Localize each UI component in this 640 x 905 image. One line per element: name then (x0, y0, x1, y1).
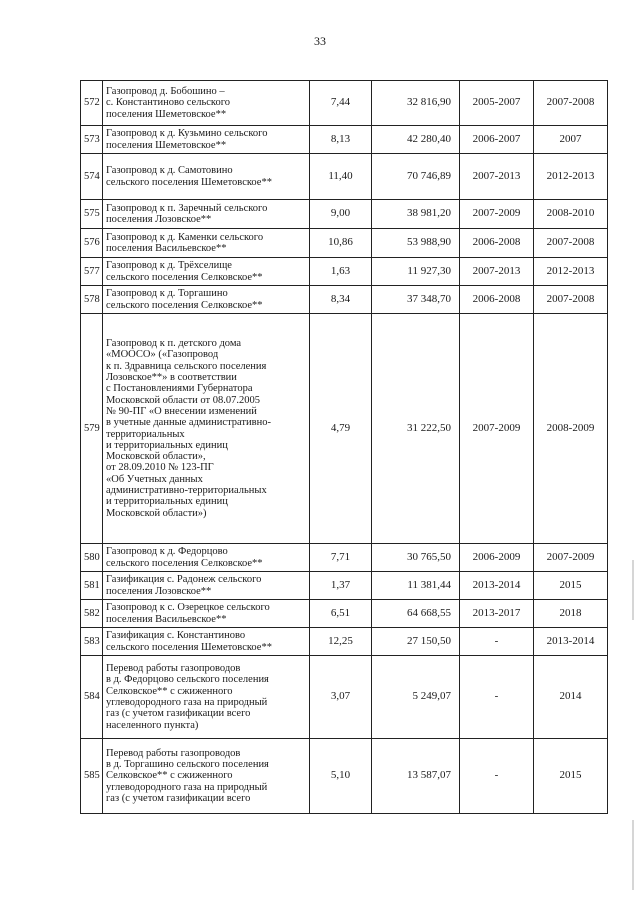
period-design-cell: 2007-2009 (460, 314, 534, 544)
period-design-cell: 2006-2008 (460, 229, 534, 258)
table-row (81, 656, 608, 739)
period-build-cell: 2008-2010 (534, 200, 608, 229)
period-build-cell: 2007-2009 (534, 544, 608, 572)
period-design-cell: 2007-2013 (460, 154, 534, 200)
row-number-cell: 576 (81, 229, 103, 258)
period-build-cell: 2014 (534, 656, 608, 739)
object-name-cell: Газопровод д. Бобошино – с. Константиново сельского поселения Шеметовское** (103, 81, 310, 126)
length-km-cell: 7,71 (310, 544, 372, 572)
table-row (81, 200, 608, 229)
period-build-cell: 2007-2008 (534, 229, 608, 258)
length-km-cell: 4,79 (310, 314, 372, 544)
length-km-cell: 9,00 (310, 200, 372, 229)
page-number: 33 (314, 34, 326, 48)
length-km-cell: 5,10 (310, 739, 372, 814)
period-build-cell: 2012-2013 (534, 258, 608, 286)
table-row (81, 628, 608, 656)
table-row (81, 314, 608, 544)
cost-value-cell: 32 816,90 (372, 81, 460, 126)
table-row (81, 258, 608, 286)
period-design-cell: - (460, 739, 534, 814)
object-name-cell: Газопровод к д. Федорцово сельского поселения Селковское** (103, 544, 310, 572)
row-number-cell: 580 (81, 544, 103, 572)
row-number-cell: 573 (81, 126, 103, 154)
row-number-cell: 572 (81, 81, 103, 126)
cost-value-cell: 53 988,90 (372, 229, 460, 258)
period-build-cell: 2007-2008 (534, 286, 608, 314)
object-name-cell: Газопровод к д. Кузьмино сельского поселения Шеметовское** (103, 126, 310, 154)
table-row (81, 572, 608, 600)
period-build-cell: 2007-2008 (534, 81, 608, 126)
row-number-cell: 585 (81, 739, 103, 814)
object-name-cell: Перевод работы газопроводов в д. Торгашино сельского поселения Селковское** с сжиженного углеводородного газа на природный газ (с учетом газификации всего (103, 739, 310, 814)
period-build-cell: 2015 (534, 572, 608, 600)
table-row (81, 81, 608, 126)
cost-value-cell: 11 927,30 (372, 258, 460, 286)
cost-value-cell: 31 222,50 (372, 314, 460, 544)
length-km-cell: 8,34 (310, 286, 372, 314)
length-km-cell: 1,63 (310, 258, 372, 286)
period-design-cell: 2007-2009 (460, 200, 534, 229)
scan-edge-mark (632, 560, 634, 620)
cost-value-cell: 30 765,50 (372, 544, 460, 572)
cost-value-cell: 11 381,44 (372, 572, 460, 600)
length-km-cell: 7,44 (310, 81, 372, 126)
row-number-cell: 574 (81, 154, 103, 200)
length-km-cell: 8,13 (310, 126, 372, 154)
row-number-cell: 581 (81, 572, 103, 600)
period-design-cell: 2005-2007 (460, 81, 534, 126)
length-km-cell: 12,25 (310, 628, 372, 656)
object-name-cell: Газопровод к п. детского дома «МООСО» («Газопровод к п. Здравница сельского поселения Лозовское**» в соответствии с Постановлениями Губернатора Московской области от 08.07.2005 № 90-ПГ «О внесении изменений в учетные данные административно- территориальных и территориальных единиц Московской области», от 28.09.2010 № 123-ПГ «Об Учетных данных административно-территориальных и территориальных единиц Московской области») (103, 314, 310, 544)
table-row (81, 600, 608, 628)
row-number-cell: 584 (81, 656, 103, 739)
cost-value-cell: 42 280,40 (372, 126, 460, 154)
object-name-cell: Газификация с. Константиново сельского поселения Шеметовское** (103, 628, 310, 656)
object-name-cell: Газификация с. Радонеж сельского поселения Лозовское** (103, 572, 310, 600)
length-km-cell: 6,51 (310, 600, 372, 628)
cost-value-cell: 13 587,07 (372, 739, 460, 814)
cost-value-cell: 27 150,50 (372, 628, 460, 656)
length-km-cell: 3,07 (310, 656, 372, 739)
period-build-cell: 2015 (534, 739, 608, 814)
object-name-cell: Газопровод к с. Озерецкое сельского поселения Васильевское** (103, 600, 310, 628)
table-body (81, 81, 608, 814)
cost-value-cell: 70 746,89 (372, 154, 460, 200)
period-build-cell: 2018 (534, 600, 608, 628)
cost-value-cell: 64 668,55 (372, 600, 460, 628)
period-design-cell: 2013-2014 (460, 572, 534, 600)
object-name-cell: Газопровод к д. Торгашино сельского поселения Селковское** (103, 286, 310, 314)
period-build-cell: 2012-2013 (534, 154, 608, 200)
period-design-cell: 2013-2017 (460, 600, 534, 628)
cost-value-cell: 38 981,20 (372, 200, 460, 229)
object-name-cell: Газопровод к д. Каменки сельского поселения Васильевское** (103, 229, 310, 258)
period-design-cell: 2006-2008 (460, 286, 534, 314)
row-number-cell: 578 (81, 286, 103, 314)
length-km-cell: 1,37 (310, 572, 372, 600)
period-design-cell: 2006-2009 (460, 544, 534, 572)
object-name-cell: Газопровод к д. Самотовино сельского поселения Шеметовское** (103, 154, 310, 200)
length-km-cell: 10,86 (310, 229, 372, 258)
infrastructure-table (80, 80, 608, 814)
table-row (81, 229, 608, 258)
cost-value-cell: 5 249,07 (372, 656, 460, 739)
scan-edge-mark (632, 820, 634, 890)
period-design-cell: - (460, 656, 534, 739)
table-row (81, 286, 608, 314)
table-row (81, 126, 608, 154)
object-name-cell: Газопровод к п. Заречный сельского поселения Лозовское** (103, 200, 310, 229)
table-row (81, 739, 608, 814)
row-number-cell: 575 (81, 200, 103, 229)
table-row (81, 544, 608, 572)
row-number-cell: 583 (81, 628, 103, 656)
row-number-cell: 579 (81, 314, 103, 544)
period-build-cell: 2008-2009 (534, 314, 608, 544)
cost-value-cell: 37 348,70 (372, 286, 460, 314)
row-number-cell: 582 (81, 600, 103, 628)
period-design-cell: 2006-2007 (460, 126, 534, 154)
period-design-cell: 2007-2013 (460, 258, 534, 286)
period-build-cell: 2013-2014 (534, 628, 608, 656)
table-row (81, 154, 608, 200)
object-name-cell: Газопровод к д. Трёхселище сельского поселения Селковское** (103, 258, 310, 286)
period-build-cell: 2007 (534, 126, 608, 154)
object-name-cell: Перевод работы газопроводов в д. Федорцово сельского поселения Селковское** с сжиженного углеводородного газа на природный газ (с учетом газификации всего населенного пункта) (103, 656, 310, 739)
period-design-cell: - (460, 628, 534, 656)
row-number-cell: 577 (81, 258, 103, 286)
length-km-cell: 11,40 (310, 154, 372, 200)
